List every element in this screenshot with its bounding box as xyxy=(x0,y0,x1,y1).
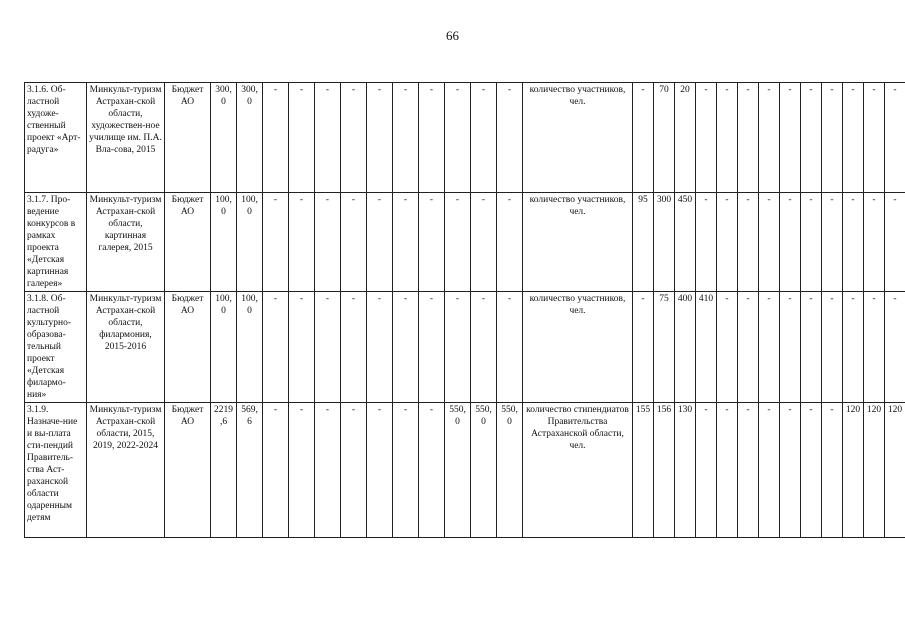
indicator-value-cell: - xyxy=(738,83,759,193)
funding-cell: - xyxy=(393,193,419,292)
indicator-value-cell: - xyxy=(738,403,759,538)
funding-cell: - xyxy=(263,193,289,292)
funding-cell: 550,0 xyxy=(471,403,497,538)
funding-cell: - xyxy=(315,83,341,193)
indicator-value-cell: - xyxy=(864,292,885,403)
funding-cell: - xyxy=(289,403,315,538)
table-row xyxy=(25,193,905,292)
funding-cell: - xyxy=(419,193,445,292)
funding-cell: 300,0 xyxy=(237,83,263,193)
page-number: 66 xyxy=(446,28,459,43)
funding-cell: - xyxy=(497,292,523,403)
indicator-value-cell: - xyxy=(759,292,780,403)
indicator-cell: количество участников, чел. xyxy=(523,292,633,403)
funding-cell: - xyxy=(315,292,341,403)
indicator-value-cell: 120 xyxy=(885,403,905,538)
indicator-value-cell: - xyxy=(717,193,738,292)
funding-cell: - xyxy=(419,403,445,538)
funding-cell: - xyxy=(497,83,523,193)
indicator-value-cell: 75 xyxy=(654,292,675,403)
indicator-value-cell: - xyxy=(843,193,864,292)
funding-cell: 569,6 xyxy=(237,403,263,538)
indicator-value-cell: 156 xyxy=(654,403,675,538)
table-row xyxy=(25,403,905,538)
executor-cell: Минкульт-туризм Астрахан-ской области, 2015, 2019, 2022-2024 xyxy=(87,403,165,538)
indicator-value-cell: 400 xyxy=(675,292,696,403)
funding-cell: - xyxy=(445,193,471,292)
indicator-cell: количество участников, чел. xyxy=(523,83,633,193)
indicator-value-cell: - xyxy=(801,83,822,193)
funding-cell: - xyxy=(289,83,315,193)
indicator-value-cell: 450 xyxy=(675,193,696,292)
activity-name-cell: 3.1.7. Про-ведение конкурсов в рамках проекта «Детская картинная галерея» xyxy=(25,193,87,292)
indicator-value-cell: - xyxy=(633,292,654,403)
indicator-cell: количество участников, чел. xyxy=(523,193,633,292)
indicator-value-cell: - xyxy=(822,403,843,538)
indicator-value-cell: - xyxy=(843,292,864,403)
funding-cell: 100,0 xyxy=(211,292,237,403)
indicator-value-cell: - xyxy=(633,83,654,193)
funding-cell: - xyxy=(341,193,367,292)
indicator-value-cell: - xyxy=(822,193,843,292)
funding-cell: - xyxy=(341,292,367,403)
indicator-value-cell: - xyxy=(885,83,905,193)
indicator-value-cell: - xyxy=(717,292,738,403)
funding-cell: - xyxy=(497,193,523,292)
program-table xyxy=(24,82,905,538)
indicator-value-cell: - xyxy=(822,83,843,193)
funding-cell: - xyxy=(471,193,497,292)
indicator-value-cell: - xyxy=(864,83,885,193)
funding-cell: - xyxy=(263,292,289,403)
indicator-value-cell: - xyxy=(801,403,822,538)
indicator-value-cell: - xyxy=(780,83,801,193)
indicator-value-cell: - xyxy=(780,403,801,538)
table-row xyxy=(25,292,905,403)
indicator-value-cell: - xyxy=(843,83,864,193)
funding-cell: - xyxy=(471,83,497,193)
funding-cell: - xyxy=(315,403,341,538)
funding-cell: - xyxy=(289,292,315,403)
indicator-value-cell: - xyxy=(696,83,717,193)
funding-cell: 100,0 xyxy=(237,292,263,403)
indicator-value-cell: - xyxy=(759,83,780,193)
activity-name-cell: 3.1.6. Об-ластной художе-ственный проект «Арт-радуга» xyxy=(25,83,87,193)
indicator-value-cell: - xyxy=(822,292,843,403)
indicator-value-cell: - xyxy=(780,292,801,403)
funding-cell: 100,0 xyxy=(211,193,237,292)
funding-source-cell: Бюджет АО xyxy=(165,193,211,292)
executor-cell: Минкульт-туризм Астрахан-ской области, картинная галерея, 2015 xyxy=(87,193,165,292)
indicator-value-cell: 70 xyxy=(654,83,675,193)
funding-cell: - xyxy=(367,83,393,193)
indicator-value-cell: 120 xyxy=(864,403,885,538)
activity-name-cell: 3.1.9. Назначе-ние и вы-плата сти-пендий Правитель-ства Аст-раханской области одаренным детям xyxy=(25,403,87,538)
funding-cell: - xyxy=(445,83,471,193)
funding-cell: - xyxy=(393,292,419,403)
indicator-value-cell: 20 xyxy=(675,83,696,193)
indicator-cell: количество стипендиатов Правительства Астраханской области, чел. xyxy=(523,403,633,538)
indicator-value-cell: - xyxy=(864,193,885,292)
indicator-value-cell: - xyxy=(759,193,780,292)
indicator-value-cell: - xyxy=(780,193,801,292)
funding-cell: 2219,6 xyxy=(211,403,237,538)
indicator-value-cell: - xyxy=(696,403,717,538)
funding-cell: - xyxy=(341,403,367,538)
executor-cell: Минкульт-туризм Астрахан-ской области, художествен-ное училище им. П.А. Вла-сова, 2015 xyxy=(87,83,165,193)
funding-cell: - xyxy=(289,193,315,292)
indicator-value-cell: - xyxy=(738,193,759,292)
activity-name-cell: 3.1.8. Об-ластной культурно-образова-тельный проект «Детская филармо-ния» xyxy=(25,292,87,403)
funding-cell: - xyxy=(367,292,393,403)
funding-cell: - xyxy=(393,83,419,193)
indicator-value-cell: 130 xyxy=(675,403,696,538)
funding-cell: - xyxy=(367,193,393,292)
funding-cell: 550,0 xyxy=(497,403,523,538)
indicator-value-cell: - xyxy=(801,193,822,292)
table-row xyxy=(25,83,905,193)
indicator-value-cell: - xyxy=(885,292,905,403)
funding-cell: 100,0 xyxy=(237,193,263,292)
indicator-value-cell: - xyxy=(717,83,738,193)
indicator-value-cell: - xyxy=(738,292,759,403)
funding-cell: - xyxy=(315,193,341,292)
funding-cell: 300,0 xyxy=(211,83,237,193)
funding-source-cell: Бюджет АО xyxy=(165,292,211,403)
funding-cell: - xyxy=(419,83,445,193)
funding-cell: - xyxy=(393,403,419,538)
funding-cell: - xyxy=(471,292,497,403)
funding-cell: - xyxy=(445,292,471,403)
funding-cell: - xyxy=(341,83,367,193)
funding-source-cell: Бюджет АО xyxy=(165,403,211,538)
funding-cell: - xyxy=(263,83,289,193)
funding-cell: 550,0 xyxy=(445,403,471,538)
indicator-value-cell: - xyxy=(717,403,738,538)
indicator-value-cell: 410 xyxy=(696,292,717,403)
funding-source-cell: Бюджет АО xyxy=(165,83,211,193)
indicator-value-cell: - xyxy=(801,292,822,403)
funding-cell: - xyxy=(263,403,289,538)
executor-cell: Минкульт-туризм Астрахан-ской области, филармония, 2015-2016 xyxy=(87,292,165,403)
indicator-value-cell: - xyxy=(885,193,905,292)
indicator-value-cell: 300 xyxy=(654,193,675,292)
funding-cell: - xyxy=(419,292,445,403)
funding-cell: - xyxy=(367,403,393,538)
indicator-value-cell: - xyxy=(696,193,717,292)
indicator-value-cell: - xyxy=(759,403,780,538)
indicator-value-cell: 120 xyxy=(843,403,864,538)
indicator-value-cell: 155 xyxy=(633,403,654,538)
indicator-value-cell: 95 xyxy=(633,193,654,292)
